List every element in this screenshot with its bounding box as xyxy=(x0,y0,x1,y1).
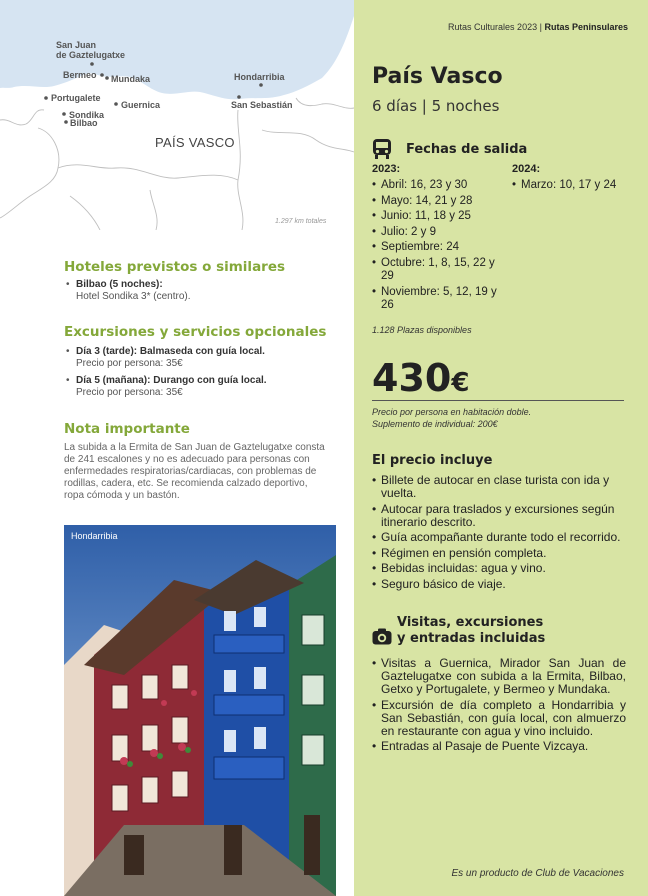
include-item: • Guía acompañante durante todo el recorrido. xyxy=(372,531,626,544)
year-2024-label: 2024: xyxy=(512,163,541,175)
date-item: • Octubre: 1, 8, 15, 22 y 29 xyxy=(372,257,498,283)
hotels-heading: Hoteles previstos o similares xyxy=(64,259,286,275)
footer-credit: Es un producto de Club de Vacaciones xyxy=(451,868,624,879)
map-label-guernica: Guernica xyxy=(121,100,161,110)
date-item: • Abril: 16, 23 y 30 xyxy=(372,179,498,192)
series-header: Rutas Culturales 2023 | Rutas Peninsulares xyxy=(448,22,628,32)
excursion-item: • Día 5 (mañana): Durango con guía local. Precio por persona: 35€ xyxy=(64,375,334,399)
dates-2023-list xyxy=(372,179,498,314)
include-item: • Billete de autocar en clase turista con ida y vuelta. xyxy=(372,474,626,500)
include-item: • Bebidas incluidas: agua y vino. xyxy=(372,562,626,575)
price-currency: € xyxy=(451,368,470,398)
date-item: • Septiembre: 24 xyxy=(372,241,498,254)
note-heading: Nota importante xyxy=(64,421,190,437)
visit-item: • Excursión de día completo a Hondarribia y San Sebastián, con guía local, con almuerzo en restaurante con agua y vino incluido. xyxy=(372,699,626,738)
date-item: • Julio: 2 y 9 xyxy=(372,226,498,239)
map-label-sondika: Sondika xyxy=(69,110,105,120)
visit-item: • Visitas a Guernica, Mirador San Juan de Gaztelugatxe con subida a la Ermita, Bilbao, Getxo y Portugalete, y Bermeo y Mundaka. xyxy=(372,657,626,696)
note-text: La subida a la Ermita de San Juan de Gaztelugatxe consta de 241 escalones y no es adecuado para personas con enfermedades respiratorias/cardiacas, con problemas de rodillas, cadera, etc. Se recomienda calzado deportivo, ropa cómoda y un bastón. xyxy=(64,442,325,501)
map-label-san-sebastian: San Sebastián xyxy=(231,100,293,110)
map-graphic xyxy=(0,0,354,230)
hondarribia-photo xyxy=(64,525,336,896)
availability-text: 1.128 Plazas disponibles xyxy=(372,325,472,335)
price xyxy=(372,356,469,400)
includes-heading: El precio incluye xyxy=(372,453,493,468)
includes-list xyxy=(372,474,626,593)
trip-duration: 6 días | 5 noches xyxy=(372,97,500,115)
excursion-item: • Día 3 (tarde): Balmaseda con guía local. Precio por persona: 35€ xyxy=(64,346,334,370)
year-2023-label: 2023: xyxy=(372,163,401,175)
map-label-bilbao: Bilbao xyxy=(70,118,98,128)
hotel-item: • Bilbao (5 noches): Hotel Sondika 3* (centro). xyxy=(64,279,334,303)
photo-caption: Hondarribia xyxy=(71,531,118,541)
dates-2024-list xyxy=(512,179,642,195)
trip-title: País Vasco xyxy=(372,64,503,89)
price-amount: 430 xyxy=(372,356,452,400)
include-item: • Seguro básico de viaje. xyxy=(372,578,626,591)
hotels-list xyxy=(64,279,334,307)
route-map xyxy=(0,0,354,230)
visits-heading: Visitas, excursiones y entradas incluidas xyxy=(397,615,546,646)
map-label-mundaka: Mundaka xyxy=(111,74,151,84)
bus-icon xyxy=(372,138,392,165)
sea-shape xyxy=(0,0,354,99)
visits-list xyxy=(372,657,626,756)
excursions-list xyxy=(64,346,334,403)
visit-item: • Entradas al Pasaje de Puente Vizcaya. xyxy=(372,740,626,753)
map-region-label: PAÍS VASCO xyxy=(155,135,235,150)
map-label-portugalete: Portugalete xyxy=(51,93,101,103)
departures-heading: Fechas de salida xyxy=(406,142,528,157)
price-divider xyxy=(372,400,624,401)
date-item: • Marzo: 10, 17 y 24 xyxy=(512,179,642,192)
date-item: • Junio: 11, 18 y 25 xyxy=(372,210,498,223)
info-panel xyxy=(354,0,648,896)
excursions-heading: Excursiones y servicios opcionales xyxy=(64,324,327,340)
camera-icon xyxy=(372,628,392,650)
price-notes: Precio por persona en habitación doble. Suplemento de individual: 200€ xyxy=(372,407,532,429)
include-item: • Régimen en pensión completa. xyxy=(372,547,626,560)
include-item: • Autocar para traslados y excursiones según itinerario descrito. xyxy=(372,503,626,529)
street-illustration xyxy=(64,525,336,896)
map-label-hondarribia: Hondarribia xyxy=(234,72,285,82)
map-total-km: 1.297 km totales xyxy=(275,218,327,225)
date-item: • Mayo: 14, 21 y 28 xyxy=(372,195,498,208)
date-item: • Noviembre: 5, 12, 19 y 26 xyxy=(372,286,498,312)
map-label-bermeo: Bermeo xyxy=(63,70,97,80)
map-label-san-juan: San Juan de Gaztelugatxe xyxy=(56,40,126,60)
